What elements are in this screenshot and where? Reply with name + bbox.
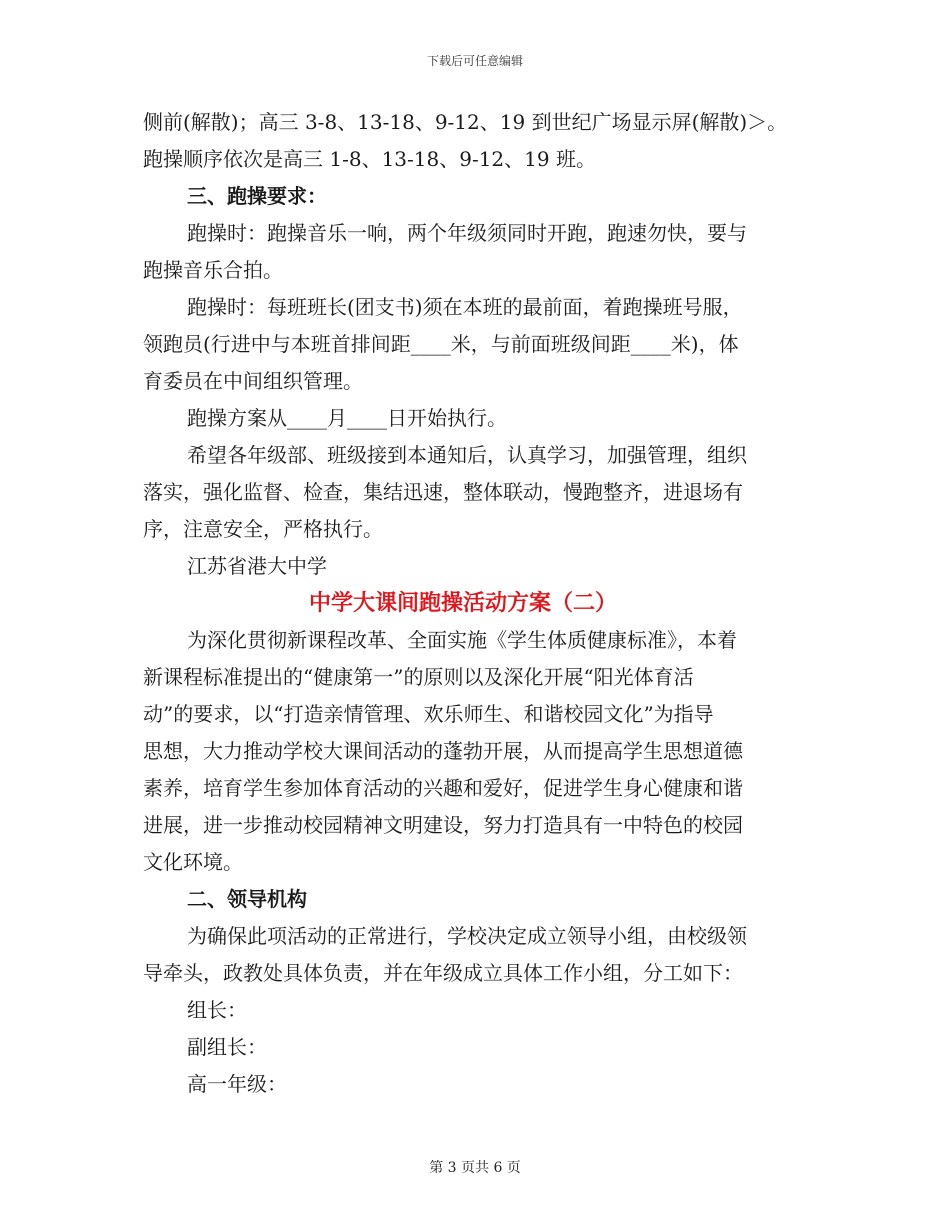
document-title: 中学大课间跑操活动方案（二） bbox=[308, 590, 617, 616]
paragraph-line: 思想，大力推动学校大课间活动的蓬勃开展，从而提高学生思想道德 bbox=[143, 739, 743, 763]
paragraph-line: 希望各年级部、班级接到本通知后，认真学习，加强管理，组织 bbox=[187, 443, 747, 467]
page-footer: 第 3 页共 6 页 bbox=[429, 1160, 521, 1176]
role-deputy-leader: 副组长： bbox=[187, 1035, 267, 1059]
paragraph-line: 文化环境。 bbox=[143, 850, 243, 874]
paragraph-line: 跑操时：跑操音乐一响，两个年级须同时开跑，跑速勿快，要与 bbox=[187, 221, 747, 245]
paragraph-line: 落实，强化监督、检查，集结迅速，整体联动，慢跑整齐，进退场有 bbox=[143, 480, 743, 504]
school-name: 江苏省港大中学 bbox=[187, 554, 327, 578]
paragraph-line: 侧前(解散)；高三 3-8、13-18、9-12、19 到世纪广场显示屏(解散)＞。 bbox=[143, 110, 788, 134]
paragraph-line: 领跑员(行进中与本班首排间距____米，与前面班级间距____米)，体 bbox=[143, 332, 739, 356]
paragraph-line: 动”的要求，以“打造亲情管理、欢乐师生、和谐校园文化”为指导 bbox=[143, 702, 714, 726]
role-grade-one: 高一年级： bbox=[187, 1072, 287, 1096]
page-header-note: 下载后可任意编辑 bbox=[426, 54, 523, 68]
paragraph-line: 跑操时：每班班长(团支书)须在本班的最前面，着跑操班号服， bbox=[187, 295, 743, 319]
paragraph-line: 为确保此项活动的正常进行，学校决定成立领导小组，由校级领 bbox=[187, 924, 747, 948]
paragraph-line: 进展，进一步推动校园精神文明建设，努力打造具有一中特色的校园 bbox=[143, 813, 743, 837]
paragraph-line: 跑操顺序依次是高三 1-8、13-18、9-12、19 班。 bbox=[143, 147, 596, 171]
paragraph-line: 导牵头，政教处具体负责，并在年级成立具体工作小组，分工如下： bbox=[143, 961, 743, 985]
paragraph-line: 素养，培育学生参加体育活动的兴趣和爱好，促进学生身心健康和谐 bbox=[143, 776, 743, 800]
section-heading-requirements: 三、跑操要求： bbox=[187, 184, 327, 208]
paragraph-line: 育委员在中间组织管理。 bbox=[143, 369, 363, 393]
paragraph-line: 跑操音乐合拍。 bbox=[143, 258, 283, 282]
paragraph-line: 新课程标准提出的“健康第一”的原则以及深化开展“阳光体育活 bbox=[143, 665, 694, 689]
paragraph-line: 序，注意安全，严格执行。 bbox=[143, 517, 383, 541]
paragraph-line: 为深化贯彻新课程改革、全面实施《学生体质健康标准》，本着 bbox=[187, 628, 737, 652]
paragraph-line: 跑操方案从____月____日开始执行。 bbox=[187, 406, 507, 430]
document-body bbox=[143, 104, 823, 1103]
role-leader: 组长： bbox=[187, 998, 247, 1022]
section-heading-leadership: 二、领导机构 bbox=[187, 887, 307, 911]
